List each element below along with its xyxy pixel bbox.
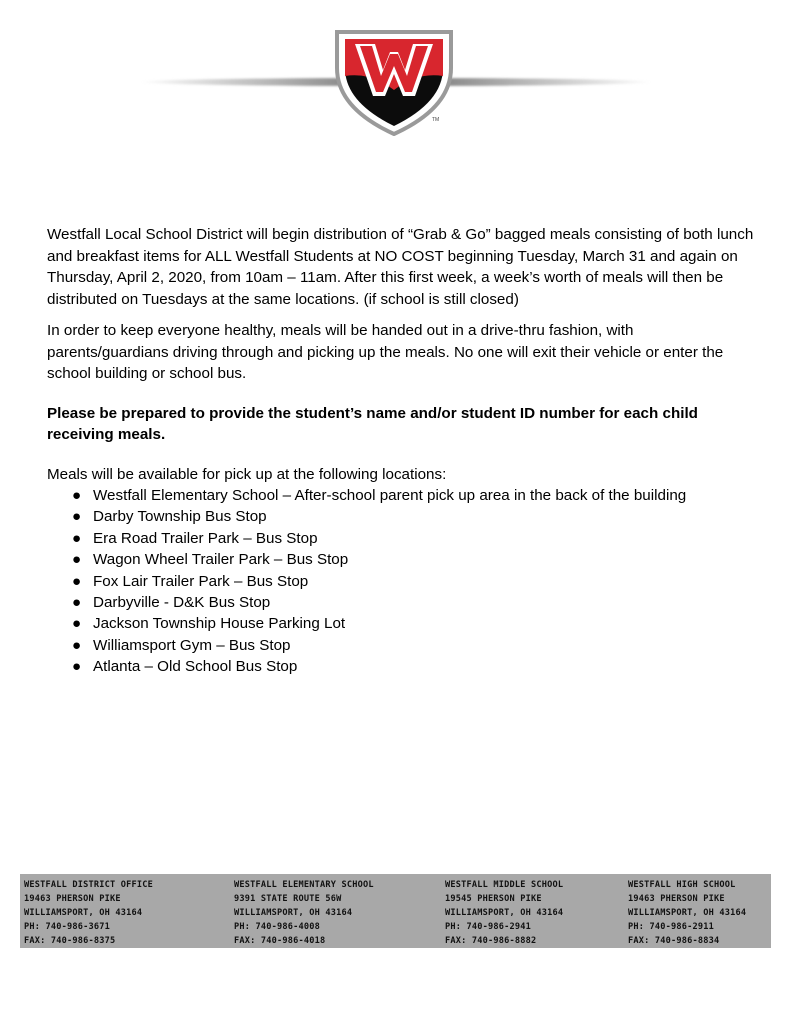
office-city: WILLIAMSPORT, OH 43164 — [234, 908, 353, 918]
office-phone: PH: 740-986-2941 — [445, 922, 531, 932]
office-name: WESTFALL DISTRICT OFFICE — [24, 880, 153, 890]
office-city: WILLIAMSPORT, OH 43164 — [628, 908, 747, 918]
locations-intro: Meals will be available for pick up at the following locations: — [47, 465, 447, 483]
office-city: WILLIAMSPORT, OH 43164 — [445, 908, 564, 918]
location-label: Jackson Township House Parking Lot — [93, 615, 346, 633]
location-label: Wagon Wheel Trailer Park – Bus Stop — [93, 551, 349, 569]
office-phone: PH: 740-986-2911 — [628, 922, 714, 932]
list-item — [47, 656, 757, 677]
id-notice: Please be prepared to provide the student’s name and/or student ID number for each child receiving meals. — [47, 404, 698, 443]
bullet-icon: ● — [72, 508, 82, 526]
office-fax: FAX: 740-986-8834 — [628, 936, 720, 946]
office-address: 19463 PHERSON PIKE — [24, 894, 121, 904]
office-fax: FAX: 740-986-8375 — [24, 936, 116, 946]
location-label: Williamsport Gym – Bus Stop — [93, 636, 291, 654]
intro-paragraph: Westfall Local School District will begin distribution of “Grab & Go” bagged meals consisting of both lunch and breakfast items for ALL Westfall Students at NO COST beginning Tuesday, March 31 and again on Thursday, April 2, 2020, from 10am – 11am. After this first week, a week’s worth of meals will then be distributed on Tuesdays at the same locations. (if school is still closed) — [47, 226, 754, 308]
footer-column-elementary — [234, 878, 374, 948]
office-name: WESTFALL ELEMENTARY SCHOOL — [234, 880, 374, 890]
drive-thru-paragraph: In order to keep everyone healthy, meals will be handed out in a drive-thru fashion, with parents/guardians driving through and picking up the meals. No one will exit their vehicle or enter the school building or school bus. — [47, 322, 724, 382]
bullet-icon: ● — [72, 636, 82, 654]
list-item — [47, 506, 757, 527]
list-item — [47, 613, 757, 634]
office-name: WESTFALL HIGH SCHOOL — [628, 880, 736, 890]
office-name: WESTFALL MIDDLE SCHOOL — [445, 880, 564, 890]
list-item — [47, 528, 757, 549]
location-label: Westfall Elementary School – After-school parent pick up area in the back of the building — [93, 487, 687, 504]
office-address: 9391 STATE ROUTE 56W — [234, 894, 342, 904]
locations-list — [47, 485, 757, 678]
bullet-icon: ● — [72, 572, 82, 590]
list-item — [47, 485, 757, 506]
bullet-icon: ● — [72, 615, 82, 633]
office-address: 19463 PHERSON PIKE — [628, 894, 725, 904]
notice-body — [47, 224, 757, 678]
office-fax: FAX: 740-986-8882 — [445, 936, 537, 946]
location-label: Atlanta – Old School Bus Stop — [93, 658, 298, 676]
location-label: Fox Lair Trailer Park – Bus Stop — [93, 572, 309, 590]
location-label: Darbyville - D&K Bus Stop — [93, 594, 271, 612]
bullet-icon: ● — [72, 487, 82, 504]
office-phone: PH: 740-986-3671 — [24, 922, 110, 932]
location-label: Era Road Trailer Park – Bus Stop — [93, 529, 318, 547]
bullet-icon: ● — [72, 529, 82, 547]
office-phone: PH: 740-986-4008 — [234, 922, 320, 932]
footer-column-district-office — [24, 878, 153, 948]
list-item — [47, 571, 757, 592]
list-item — [47, 635, 757, 656]
office-city: WILLIAMSPORT, OH 43164 — [24, 908, 143, 918]
office-fax: FAX: 740-986-4018 — [234, 936, 326, 946]
footer-column-middle-school — [445, 878, 563, 948]
list-item — [47, 549, 757, 570]
office-address: 19545 PHERSON PIKE — [445, 894, 542, 904]
address-footer — [20, 874, 771, 948]
list-item — [47, 592, 757, 613]
trademark-mark: TM — [432, 117, 440, 123]
letterhead — [0, 0, 791, 150]
footer-column-high-school — [628, 878, 746, 948]
bullet-icon: ● — [72, 658, 82, 676]
location-label: Darby Township Bus Stop — [93, 508, 267, 526]
bullet-icon: ● — [72, 551, 82, 569]
bullet-icon: ● — [72, 594, 82, 612]
